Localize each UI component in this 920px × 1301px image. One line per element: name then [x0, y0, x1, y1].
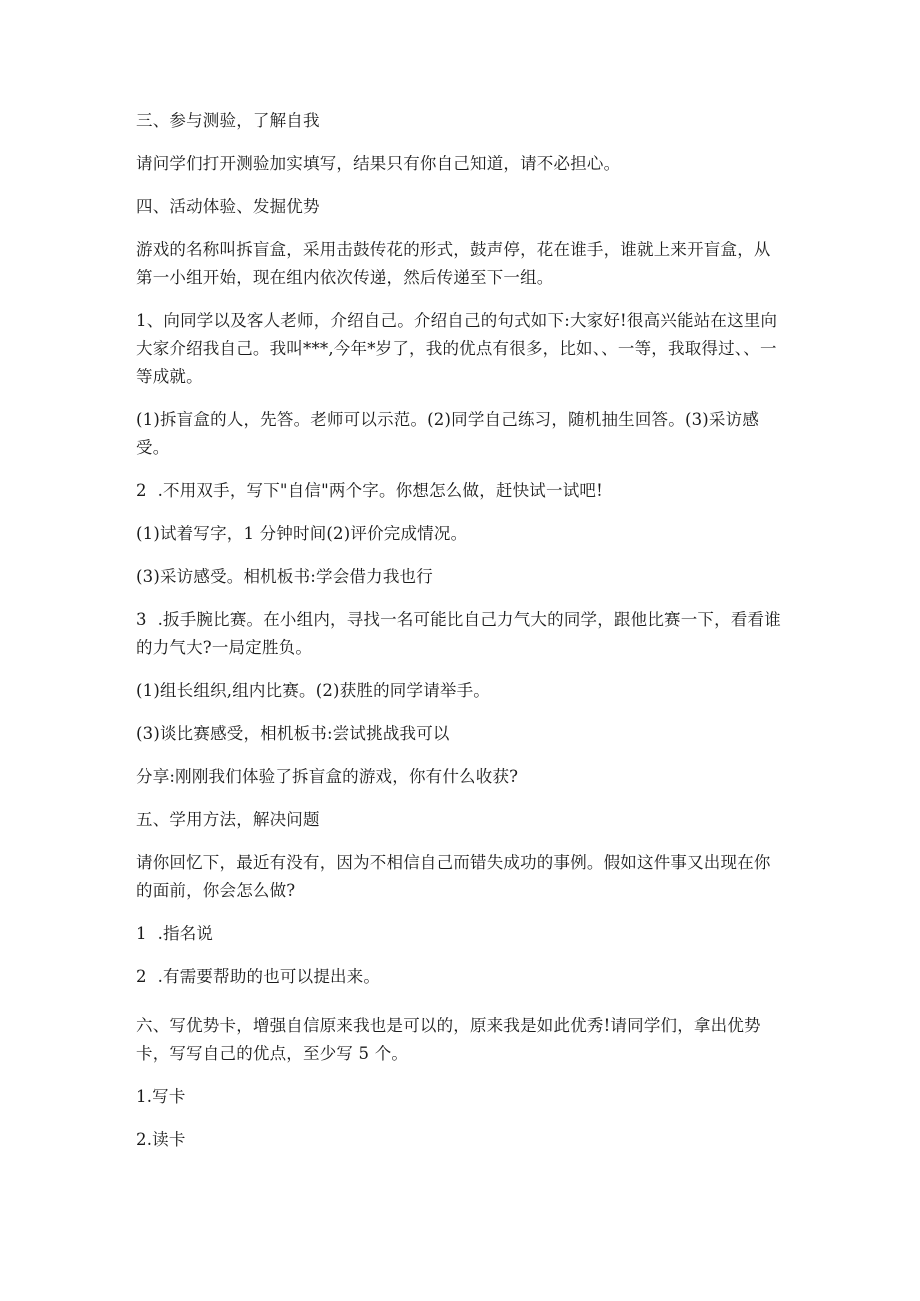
document-body — [136, 107, 786, 1169]
paragraph-step-1-details: (1)拆盲盒的人，先答。老师可以示范。(2)同学自己练习，随机抽生回答。(3)采访感受。 — [136, 410, 760, 457]
paragraph-recall: 请你回忆下，最近有没有，因为不相信自己而错失成功的事例。假如这件事又出现在你的面前，你会怎么做? — [136, 853, 771, 900]
list-item-2: 2 .有需要帮助的也可以提出来。 — [136, 967, 381, 986]
section-heading-4: 四、活动体验、发掘优势 — [136, 197, 320, 216]
paragraph-step-3: 3 .扳手腕比赛。在小组内，寻找一名可能比自己力气大的同学，跟他比赛一下，看看谁的力气大?一局定胜负。 — [136, 610, 781, 657]
paragraph-game-intro: 游戏的名称叫拆盲盒，采用击鼓传花的形式，鼓声停，花在谁手，谁就上来开盲盒，从第一小组开始，现在组内依次传递，然后传递至下一组。 — [136, 240, 771, 287]
paragraph-step-3-detail-b: (3)谈比赛感受，相机板书:尝试挑战我可以 — [136, 724, 450, 743]
list-item-1: 1 .指名说 — [136, 924, 214, 943]
paragraph-share: 分享:刚刚我们体验了拆盲盒的游戏，你有什么收获? — [136, 767, 519, 786]
list-item-write-card: 1.写卡 — [136, 1087, 186, 1106]
paragraph-step-3-detail-a: (1)组长组织,组内比赛。(2)获胜的同学请举手。 — [136, 681, 490, 700]
paragraph-step-2: 2 .不用双手，写下"自信"两个字。你想怎么做，赶快试一试吧! — [136, 481, 603, 500]
list-item-read-card: 2.读卡 — [136, 1130, 186, 1149]
paragraph-step-2-detail-b: (3)采访感受。相机板书:学会借力我也行 — [136, 567, 433, 586]
paragraph-step-2-detail-a: (1)试着写字，1 分钟时间(2)评价完成情况。 — [136, 524, 468, 543]
section-heading-6: 六、写优势卡，增强自信原来我也是可以的，原来我是如此优秀!请同学们，拿出优势卡，写写自己的优点，至少写 5 个。 — [136, 1016, 761, 1063]
section-heading-3: 三、参与测验，了解自我 — [136, 111, 320, 130]
section-heading-5: 五、学用方法，解决问题 — [136, 810, 320, 829]
paragraph-step-1: 1、向同学以及客人老师，介绍自己。介绍自己的句式如下:大家好!很高兴能站在这里向大家介绍我自己。我叫***,今年*岁了，我的优点有很多，比如、、一等，我取得过、、一等成就。 — [136, 311, 778, 386]
paragraph-test-instruction: 请问学们打开测验加实填写，结果只有你自己知道，请不必担心。 — [136, 154, 621, 173]
